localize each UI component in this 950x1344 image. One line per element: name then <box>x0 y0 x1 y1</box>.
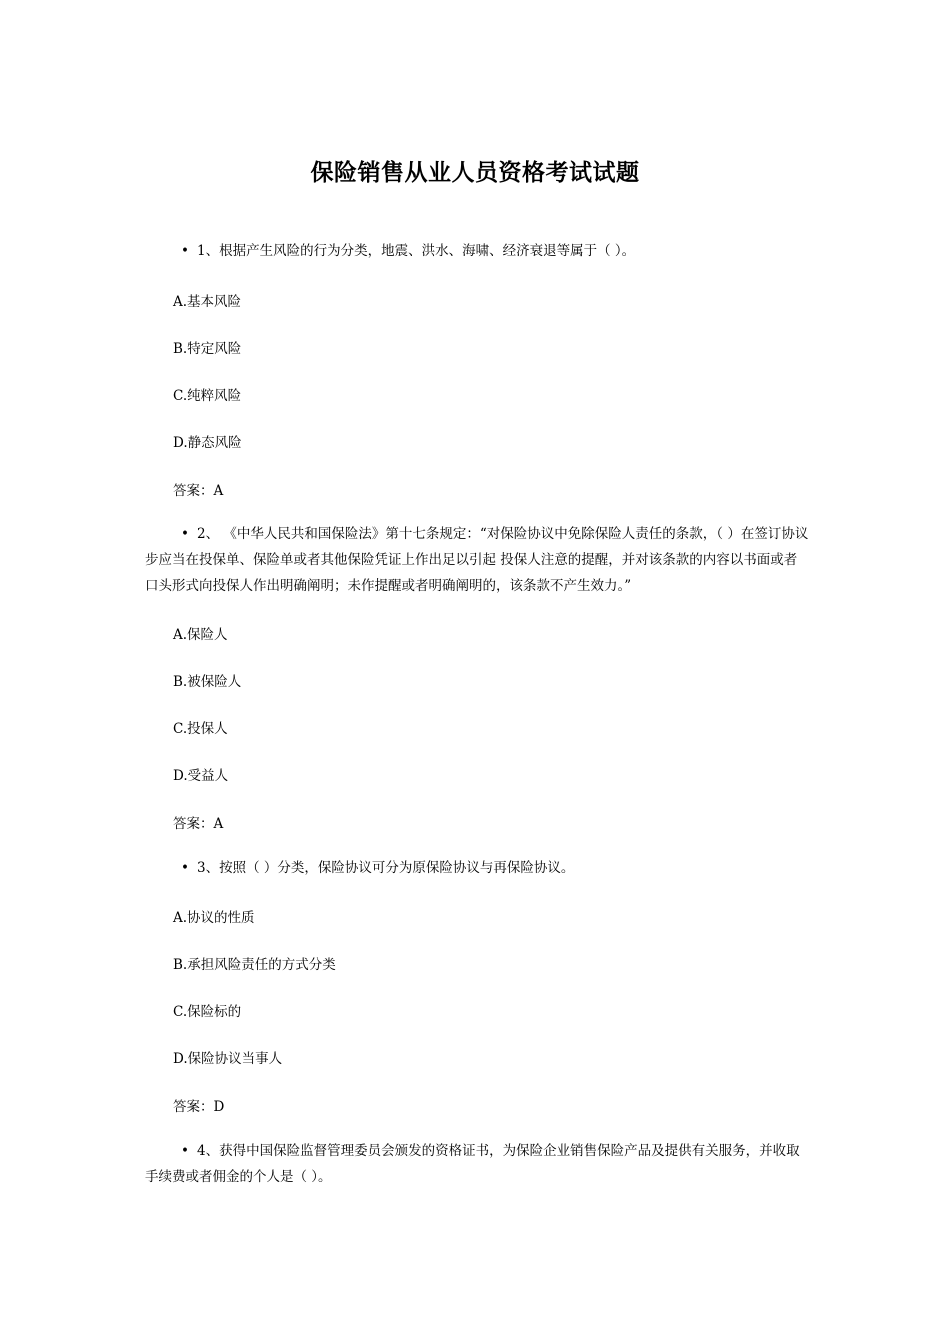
question-4 <box>145 1138 810 1190</box>
bullet-icon: • <box>181 860 189 876</box>
option-b: B.承担风险责任的方式分类 <box>173 957 336 973</box>
answer: 答案：A <box>173 816 224 832</box>
option-d: D.受益人 <box>173 768 229 784</box>
question-text: 1、根据产生风险的行为分类，地震、洪水、海啸、经济衰退等属于（ ）。 <box>197 243 636 259</box>
option-a: A.协议的性质 <box>173 910 255 926</box>
bullet-icon: • <box>181 1143 189 1159</box>
option-c: C.纯粹风险 <box>173 388 242 404</box>
question-text: 2、 《中华人民共和国保险法》第十七条规定：“对保险协议中免除保险人责任的条款，（ ）在签订协议步应当在投保单、保险单或者其他保险凭证上作出足以引起 投保人注意的提醒，并对该条款的内容以书面或者口头形式向投保人作出明确阐明；未作提醒或者明确阐明的，该条款不产生效力。” <box>145 526 809 594</box>
answer: 答案：A <box>173 483 224 499</box>
document-title: 保险销售从业人员资格考试试题 <box>310 160 640 186</box>
option-d: D.静态风险 <box>173 435 242 451</box>
option-b: B.被保险人 <box>173 674 242 690</box>
option-c: C.保险标的 <box>173 1004 242 1020</box>
answer: 答案：D <box>173 1099 225 1115</box>
option-c: C.投保人 <box>173 721 228 737</box>
question-3 <box>145 855 810 881</box>
question-1 <box>145 238 810 264</box>
question-text: 3、按照（ ）分类，保险协议可分为原保险协议与再保险协议。 <box>197 860 575 876</box>
bullet-icon: • <box>181 526 189 542</box>
option-a: A.基本风险 <box>173 294 242 310</box>
option-b: B.特定风险 <box>173 341 242 357</box>
question-2 <box>145 521 810 599</box>
bullet-icon: • <box>181 243 189 259</box>
question-text: 4、获得中国保险监督管理委员会颁发的资格证书，为保险企业销售保险产品及提供有关服务，并收取手续费或者佣金的个人是（ ）。 <box>145 1143 800 1185</box>
option-a: A.保险人 <box>173 627 228 643</box>
option-d: D.保险协议当事人 <box>173 1051 283 1067</box>
